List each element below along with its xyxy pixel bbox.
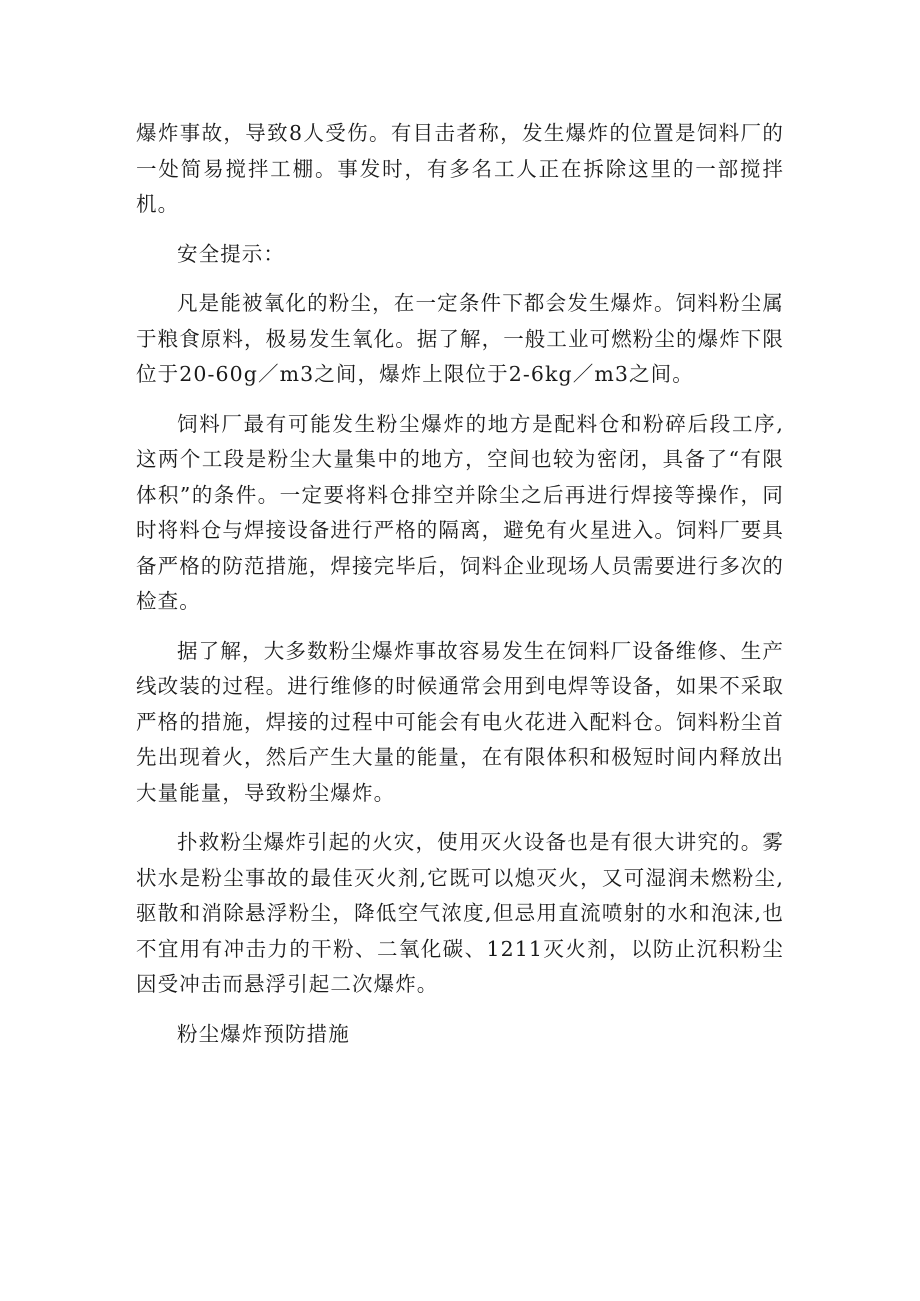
paragraph-oxidation: 凡是能被氧化的粉尘，在一定条件下都会发生爆炸。饲料粉尘属于粮食原料，极易发生氧化。据了解，一般工业可燃粉尘的爆炸下限位于20-60g／m3之间，爆炸上限位于2-6kg／m3之间。 xyxy=(136,291,784,386)
paragraph-accident-report: 爆炸事故，导致8人受伤。有目击者称，发生爆炸的位置是饲料厂的一处简易搅拌工棚。事发时，有多名工人正在拆除这里的一部搅拌机。 xyxy=(136,121,784,216)
document-body xyxy=(136,116,784,1066)
section-heading-prevention: 粉尘爆炸预防措施 xyxy=(177,1021,350,1046)
paragraph-safety-tip-label: 安全提示： xyxy=(177,241,285,266)
paragraph-firefighting: 扑救粉尘爆炸引起的火灾，使用灭火设备也是有很大讲究的。雾状水是粉尘事故的最佳灭火剂,它既可以熄灭火，又可湿润未燃粉尘,驱散和消除悬浮粉尘，降低空气浓度,但忌用直流喷射的水和泡沫,也不宜用有冲击力的干粉、二氧化碳、1211灭火剂，以防止沉积粉尘因受冲击而悬浮引起二次爆炸。 xyxy=(136,830,784,996)
paragraph-explosion-locations: 饲料厂最有可能发生粉尘爆炸的地方是配料仓和粉碎后段工序,这两个工段是粉尘大量集中的地方，空间也较为密闭，具备了“有限体积”的条件。一定要将料仓排空并除尘之后再进行焊接等操作，同时将料仓与焊接设备进行严格的隔离，避免有火星进入。饲料厂要具备严格的防范措施，焊接完毕后，饲料企业现场人员需要进行多次的检查。 xyxy=(136,411,784,613)
paragraph-maintenance-risk: 据了解，大多数粉尘爆炸事故容易发生在饲料厂设备维修、生产线改装的过程。进行维修的时候通常会用到电焊等设备，如果不采取严格的措施，焊接的过程中可能会有电火花进入配料仓。饲料粉尘首先出现着火，然后产生大量的能量，在有限体积和极短时间内释放出大量能量，导致粉尘爆炸。 xyxy=(136,638,784,805)
